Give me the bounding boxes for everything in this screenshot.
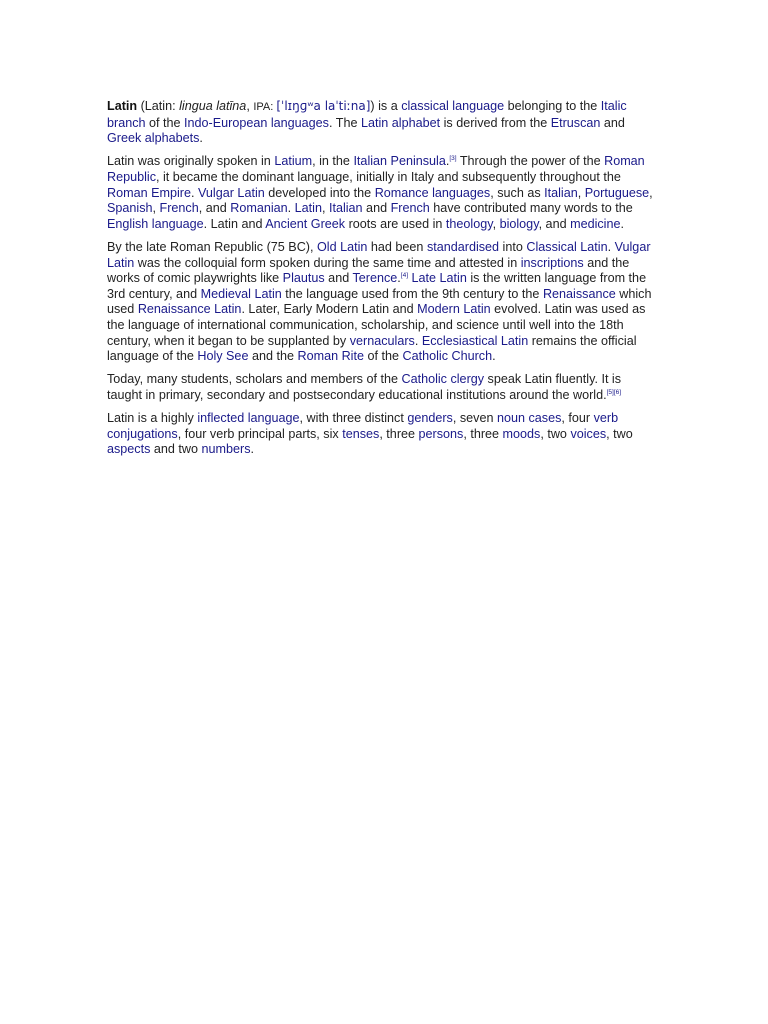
link-ecclesiastical-latin[interactable]: Ecclesiastical Latin — [421, 333, 529, 348]
text-run: and the works of comic playwrights like — [107, 255, 630, 286]
link-vulgar-latin[interactable]: Vulgar Latin — [107, 239, 651, 270]
text-run: (Latin: — [137, 99, 180, 113]
text-run: , and — [538, 216, 571, 231]
text-run: is the written language from the 3rd century, and — [107, 271, 647, 301]
text-run: and two — [150, 442, 202, 457]
link-renaissance[interactable]: Renaissance — [542, 286, 616, 301]
text-run: roots are used in — [345, 216, 446, 231]
link-catholic-church[interactable]: Catholic Church — [402, 349, 493, 364]
link-indo-european-languages[interactable]: Indo-European languages — [184, 115, 329, 130]
text-run: , in the — [312, 154, 354, 169]
link-standardised[interactable]: standardised — [426, 239, 500, 254]
link-classical-language[interactable]: classical language — [401, 99, 505, 113]
citation-ref[interactable]: [3] — [449, 155, 457, 163]
text-run: , and — [198, 201, 231, 216]
link-medieval-latin[interactable]: Medieval Latin — [200, 286, 282, 301]
text-run: . — [199, 131, 203, 146]
citation-ref[interactable]: [5][6] — [606, 388, 622, 396]
text-run: Latin is a highly — [107, 411, 198, 426]
link-vernaculars[interactable]: vernaculars — [349, 333, 415, 348]
link-italian[interactable]: Italian — [328, 201, 363, 216]
text-run: . — [414, 333, 422, 348]
link-holy-see[interactable]: Holy See — [197, 349, 249, 364]
link-moods[interactable]: moods — [502, 426, 541, 441]
text-run: into — [499, 239, 527, 254]
link-latium[interactable]: Latium — [274, 154, 313, 169]
text-run: , — [321, 201, 329, 216]
article-body — [107, 99, 655, 465]
link-verb-conjugations[interactable]: verb conjugations — [107, 411, 619, 441]
link-english-language[interactable]: English language — [107, 216, 204, 231]
link-modern-latin[interactable]: Modern Latin — [417, 302, 491, 317]
link-medicine[interactable]: medicine — [570, 216, 621, 231]
text-run: By the late Roman Republic (75 BC), — [107, 239, 317, 254]
paragraph-1 — [107, 99, 655, 147]
link-renaissance-latin[interactable]: Renaissance Latin — [137, 302, 242, 317]
text-run: . — [607, 239, 615, 254]
link-etruscan[interactable]: Etruscan — [550, 115, 601, 130]
link-italian[interactable]: Italian — [544, 185, 578, 200]
paragraph-3 — [107, 240, 655, 365]
text-run: of the — [363, 349, 403, 364]
text-run: , — [246, 99, 254, 113]
link-biology[interactable]: biology — [499, 216, 539, 231]
link-late-latin[interactable]: Late Latin — [411, 271, 467, 286]
link-noun-cases[interactable]: noun cases — [496, 411, 562, 426]
link-roman-empire[interactable]: Roman Empire — [107, 185, 191, 200]
text-run: , three — [463, 426, 503, 441]
link-roman-republic[interactable]: Roman Republic — [107, 154, 645, 184]
link-classical-latin[interactable]: Classical Latin — [526, 239, 608, 254]
text-run: and — [600, 115, 625, 130]
text-run: evolved. Latin was used as the language of international communication, scholarship, and science until well into the 18th century, when it began to be supplanted by — [107, 302, 646, 348]
text-run: . The — [328, 115, 361, 130]
text-run: . Latin and — [203, 216, 266, 231]
text-run: and — [324, 271, 353, 286]
link-terence[interactable]: Terence — [352, 271, 398, 286]
text-run: , — [577, 185, 585, 200]
text-run: , with three distinct — [299, 411, 408, 426]
paragraph-5 — [107, 411, 655, 458]
text-run: . — [287, 201, 295, 216]
text-run: , — [649, 185, 653, 200]
link-aspects[interactable]: aspects — [107, 442, 151, 457]
text-run: , such as — [490, 185, 545, 200]
text-run: and the — [248, 349, 298, 364]
text-run: developed into the — [264, 185, 375, 200]
text-run: Through the power of the — [456, 154, 605, 169]
link-latin-alphabet[interactable]: Latin alphabet — [360, 115, 441, 130]
text-run: . Later, Early Modern Latin and — [241, 302, 418, 317]
ipa-pronunciation-link[interactable]: [ˈlɪŋɡʷa laˈtiːna] — [276, 99, 371, 113]
text-run: which used — [107, 286, 652, 317]
text-run: . — [250, 442, 255, 457]
link-greek-alphabets[interactable]: Greek alphabets — [107, 131, 200, 146]
link-inflected-language[interactable]: inflected language — [197, 411, 300, 426]
link-persons[interactable]: persons — [418, 426, 464, 441]
text-run: . — [445, 154, 450, 169]
text-run: have contributed many words to the — [429, 201, 633, 216]
ipa-label: IPA: — [253, 101, 277, 113]
link-old-latin[interactable]: Old Latin — [317, 239, 368, 254]
link-romance-languages[interactable]: Romance languages — [374, 185, 491, 200]
text-run: , three — [379, 426, 419, 441]
link-italic-branch[interactable]: Italic branch — [107, 99, 627, 130]
link-portuguese[interactable]: Portuguese — [584, 185, 650, 200]
text-run: belonging to the — [504, 99, 601, 113]
paragraph-2 — [107, 154, 655, 232]
text-run: , two — [540, 426, 571, 441]
text-run: , — [492, 216, 500, 231]
lead-term: Latin — [107, 99, 138, 113]
link-genders[interactable]: genders — [407, 411, 453, 426]
link-inscriptions[interactable]: inscriptions — [520, 255, 584, 270]
text-run: Today, many students, scholars and members of the — [107, 372, 402, 387]
link-ancient-greek[interactable]: Ancient Greek — [265, 216, 346, 231]
text-run: Latin was originally spoken in — [107, 154, 275, 169]
link-italian-peninsula[interactable]: Italian Peninsula — [353, 154, 446, 169]
link-french[interactable]: French — [159, 201, 199, 216]
text-run: of the — [145, 115, 185, 130]
link-latin[interactable]: Latin — [294, 201, 322, 216]
text-run: was the colloquial form spoken during the same time and attested in — [134, 255, 521, 270]
link-spanish[interactable]: Spanish — [107, 201, 153, 216]
text-run: had been — [367, 239, 427, 254]
text-run: , it became the dominant language, initially in Italy and subsequently throughout the — [156, 169, 621, 184]
link-roman-rite[interactable]: Roman Rite — [297, 349, 364, 364]
latin-name: lingua latīna — [179, 99, 247, 113]
text-run: . — [191, 185, 198, 200]
paragraph-4 — [107, 372, 655, 403]
text-run: , — [152, 201, 160, 216]
link-vulgar-latin[interactable]: Vulgar Latin — [198, 185, 265, 200]
link-catholic-clergy[interactable]: Catholic clergy — [401, 372, 485, 387]
link-numbers[interactable]: numbers — [201, 442, 251, 457]
text-run: . — [620, 216, 624, 231]
text-run: ) is a — [370, 99, 402, 113]
link-theology[interactable]: theology — [445, 216, 493, 231]
text-run: , four — [561, 411, 594, 426]
link-romanian[interactable]: Romanian — [230, 201, 288, 216]
link-tenses[interactable]: tenses — [342, 426, 380, 441]
citation-ref[interactable]: [4] — [400, 272, 409, 280]
link-french[interactable]: French — [390, 201, 430, 216]
text-run: is derived from the — [440, 115, 551, 130]
text-run: and — [362, 201, 391, 216]
link-voices[interactable]: voices — [570, 426, 607, 441]
text-run: , four verb principal parts, six — [177, 426, 343, 441]
text-run: speak Latin fluently. It is taught in primary, secondary and postsecondary educational institutions around the world. — [107, 372, 622, 402]
text-run: remains the official language of the — [107, 333, 637, 364]
text-run: , two — [606, 426, 633, 441]
text-run: the language used from the 9th century to the — [281, 286, 543, 301]
text-run: , seven — [452, 411, 497, 426]
link-plautus[interactable]: Plautus — [282, 271, 325, 286]
text-run: . — [397, 271, 401, 286]
text-run: . — [492, 349, 496, 364]
